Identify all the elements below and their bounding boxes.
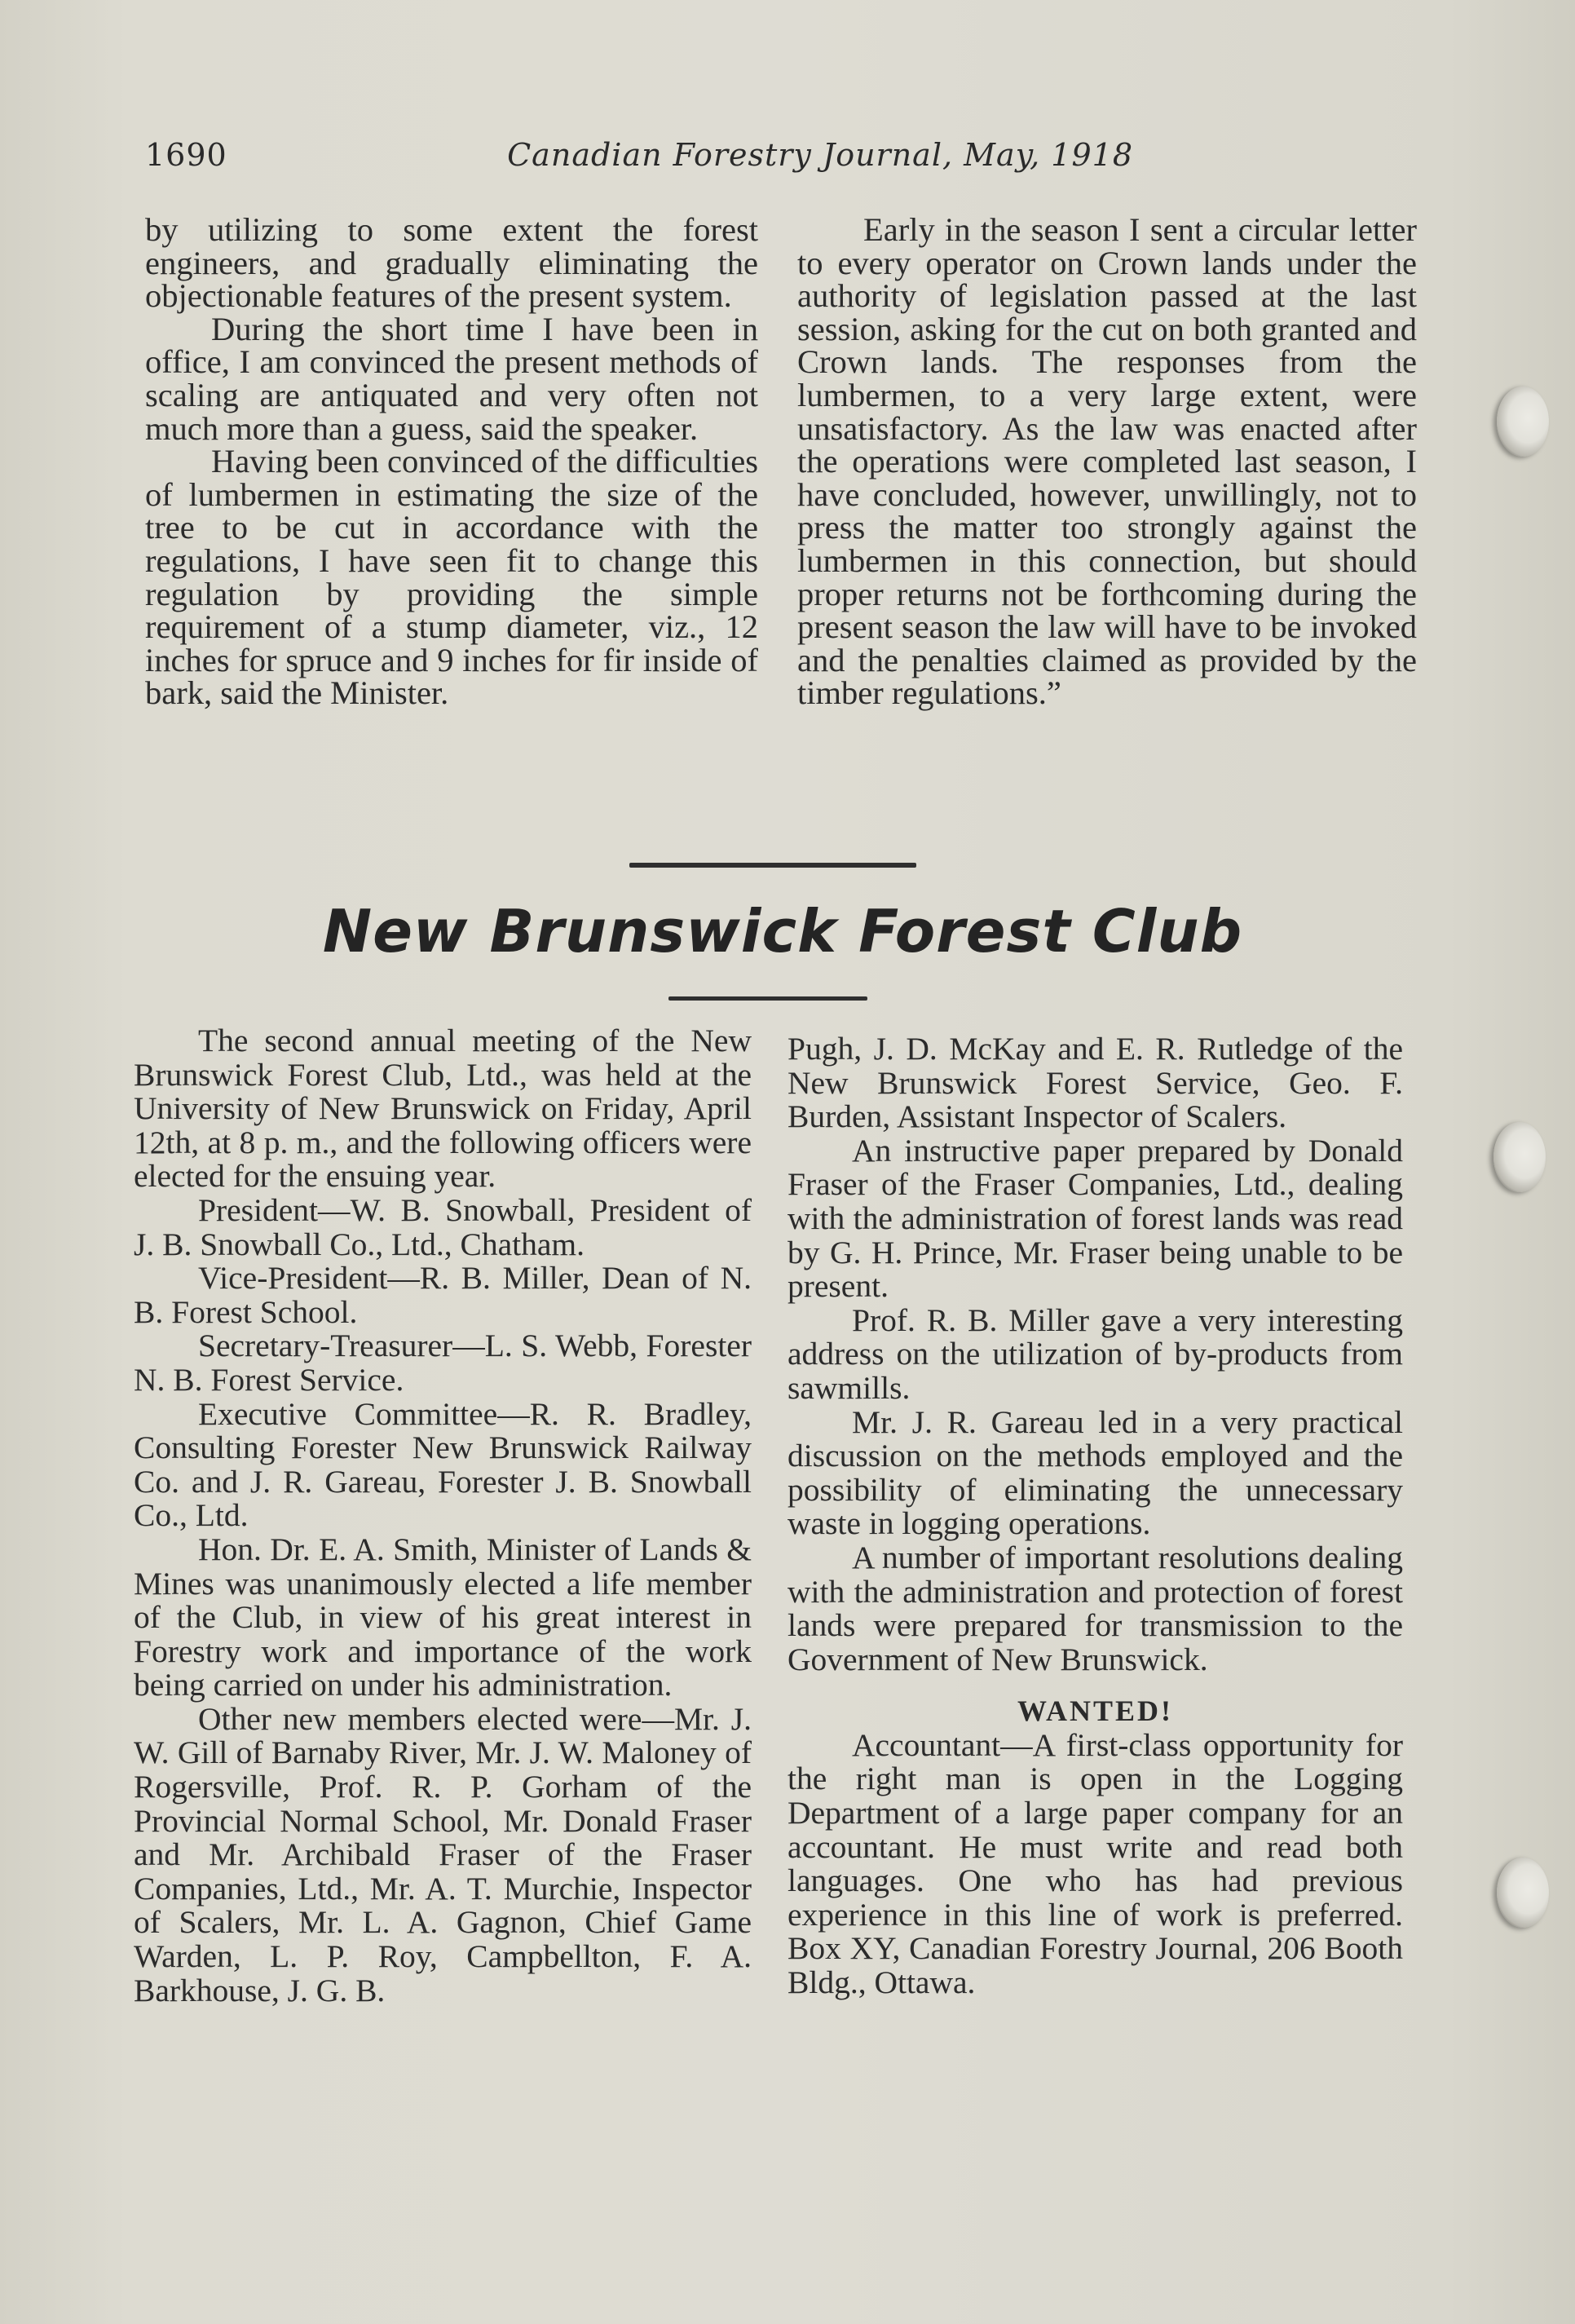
section-title: New Brunswick Forest Club (322, 897, 1243, 965)
paragraph: The second annual meeting of the New Brunswick Forest Club, Ltd., was held at the University of New Brunswick on Friday, April 12th, at 8 p. m., and the following officers were elected for the ensuing year. (134, 1023, 752, 1195)
paragraph: Hon. Dr. E. A. Smith, Minister of Lands & Mines was unanimously elected a life member of the Club, in view of his great interest in Forestry work and importance of the work being carried on under his administration. (134, 1531, 752, 1703)
club-article-right (788, 1032, 1403, 2000)
page-header (145, 137, 1133, 178)
paragraph: Secretary-Treasurer—L. S. Webb, Forester N. B. Forest Service. (134, 1328, 752, 1398)
wanted-heading: WANTED! (1017, 1694, 1173, 1728)
paragraph: by utilizing to some extent the forest engineers, and gradually eliminating the objectionable features of the present system. (145, 211, 758, 315)
paragraph: Vice-President—R. B. Miller, Dean of N. B. Forest School. (134, 1260, 752, 1330)
punch-hole (1493, 1122, 1546, 1192)
club-article-left (134, 1024, 752, 2008)
paragraph: A number of important resolutions dealing with the administration and protection of forest lands were prepared for transmission to the Government of New Brunswick. (788, 1539, 1403, 1677)
paragraph: An instructive paper prepared by Donald Fraser of the Fraser Companies, Ltd., dealing with the administration of forest lands was read by G. H. Prince, Mr. Fraser being unable to be present. (788, 1132, 1403, 1305)
paragraph: Other new members elected were—Mr. J. W. Gill of Barnaby River, Mr. J. W. Maloney of Rogersville, Prof. R. P. Gorham of the Provincial Normal School, Mr. Donald Fraser and Mr. Archibald Fraser of the Fraser Companies, Ltd., Mr. A. T. Murchie, Inspector of Scalers, Mr. L. A. Gagnon, Chief Game Warden, L. P. Roy, Campbellton, F. A. Barkhouse, J. G. B. (134, 1700, 752, 2008)
article-continuation-right (797, 211, 1417, 712)
paragraph: Pugh, J. D. McKay and E. R. Rutledge of the New Brunswick Forest Service, Geo. F. Burden, Assistant Inspector of Scalers. (788, 1031, 1403, 1135)
paragraph: During the short time I have been in office, I am convinced the present methods of scaling are antiquated and very often not much more than a guess, said the speaker. (145, 310, 758, 447)
divider-rule (629, 863, 916, 868)
punch-hole (1497, 387, 1549, 457)
article-continuation-left (145, 211, 758, 712)
paragraph: President—W. B. Snowball, President of J. B. Snowball Co., Ltd., Chatham. (134, 1191, 752, 1262)
page-number: 1690 (145, 137, 227, 173)
wanted-ad-text: Accountant—A first-class opportunity for the right man is open in the Logging Department of a large paper company for an accountant. He must write and read both languages. One who has had previous experience in this line of work is preferred. Box XY, Canadian Forestry Journal, 206 Booth Bldg., Ottawa. (788, 1726, 1403, 2001)
punch-hole (1497, 1858, 1549, 1928)
paragraph: Early in the season I sent a circular letter to every operator on Crown lands under the authority of legislation passed at the last session, asking for the cut on both granted and Crown lands. The responses from the lumbermen, to a very large extent, were unsatisfactory. As the law was enacted after the operations were completed last season, I have concluded, however, unwillingly, not to press the matter too strongly against the lumbermen in this connection, but should proper returns not be forthcoming during the present season the law will have to be invoked and the penalties claimed as provided by the timber regulations.” (797, 211, 1417, 712)
divider-rule (668, 996, 867, 1001)
paragraph: Prof. R. B. Miller gave a very interesting address on the utilization of by-products from sawmills. (788, 1301, 1403, 1406)
running-head: Canadian Forestry Journal, May, 1918 (507, 137, 1133, 173)
paragraph: Executive Committee—R. R. Bradley, Consulting Forester New Brunswick Railway Co. and J. R. Gareau, Forester J. B. Snowball Co., Ltd. (134, 1395, 752, 1534)
paragraph: Mr. J. R. Gareau led in a very practical discussion on the methods employed and the possibility of eliminating the unnecessary waste in logging operations. (788, 1403, 1403, 1542)
paragraph: Having been convinced of the difficulties of lumbermen in estimating the size of the tree to be cut in accordance with the regulations, I have seen fit to change this regulation by providing the simple requirement of a stump diameter, viz., 12 inches for spruce and 9 inches for fir inside of bark, said the Minister. (145, 443, 758, 712)
